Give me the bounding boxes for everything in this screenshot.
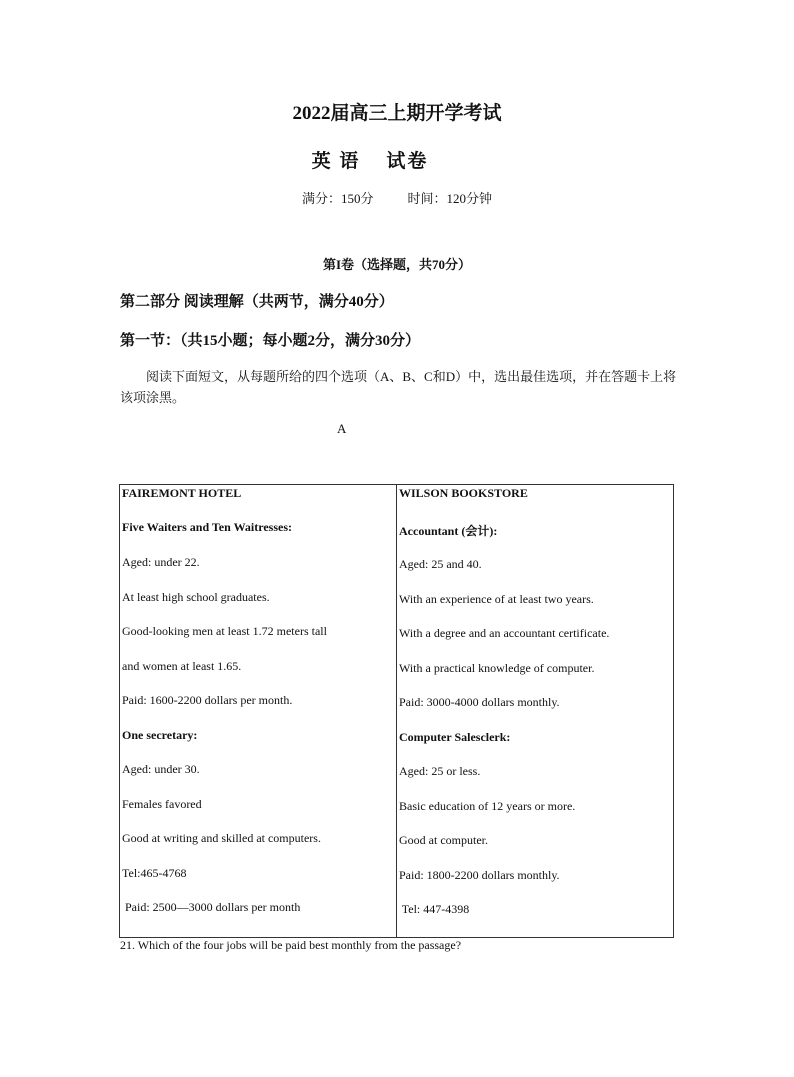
exam-meta [0, 188, 794, 207]
job-detail: Aged: 25 or less. [399, 764, 481, 778]
ad-fairemont-hotel [120, 485, 397, 938]
job-title: Accountant (会计): [399, 524, 498, 538]
job-detail: Paid: 2500—3000 dollars per month [122, 900, 301, 914]
job-detail: Good-looking men at least 1.72 meters tall [122, 624, 327, 638]
job-detail: Females favored [122, 797, 202, 811]
job-detail: Paid: 3000-4000 dollars monthly. [399, 695, 560, 709]
volume-heading: 第I卷（选择题，共70分） [322, 257, 472, 272]
ad-wilson-bookstore [397, 485, 674, 938]
job-detail: Paid: 1800-2200 dollars monthly. [399, 868, 560, 882]
job-detail: and women at least 1.65. [122, 659, 242, 673]
job-detail: With a degree and an accountant certificate. [399, 626, 610, 640]
subject-paper: 试卷 [386, 151, 429, 172]
ad-heading: WILSON BOOKSTORE [399, 486, 528, 500]
job-title: Computer Salesclerk: [399, 730, 511, 744]
job-detail: Basic education of 12 years or more. [399, 799, 576, 813]
job-ads-table [119, 484, 674, 938]
exam-subject [0, 146, 740, 173]
job-detail: Aged: 25 and 40. [399, 557, 482, 571]
job-detail: Paid: 1600-2200 dollars per month. [122, 693, 293, 707]
part-heading: 第二部分 阅读理解（共两节，满分40分） [120, 294, 394, 310]
section-heading: 第一节：（共15小题；每小题2分，满分30分） [120, 333, 421, 349]
job-detail: Aged: under 30. [122, 762, 200, 776]
instruction-text: 阅读下面短文，从每题所给的四个选项（A、B、C和D）中，选出最佳选项，并在答题卡上将该项涂黑。 [120, 369, 677, 405]
exam-title: 2022届高三上期开学考试 [292, 103, 502, 124]
job-title: One secretary: [122, 728, 198, 742]
job-detail: With an experience of at least two years. [399, 592, 594, 606]
exam-time: 时间：120分钟 [407, 191, 493, 206]
ad-heading: FAIREMONT HOTEL [122, 486, 242, 500]
job-detail: With a practical knowledge of computer. [399, 661, 595, 675]
subject-name: 英 语 [311, 151, 361, 172]
job-detail: Tel:465-4768 [122, 866, 187, 880]
job-title: Five Waiters and Ten Waitresses: [122, 520, 293, 534]
job-detail: Tel: 447-4398 [399, 902, 470, 916]
full-score: 满分：150分 [301, 191, 374, 206]
job-detail: Aged: under 22. [122, 555, 200, 569]
passage-label: A [337, 421, 347, 436]
job-detail: Good at writing and skilled at computers. [122, 831, 321, 845]
job-detail: Good at computer. [399, 833, 488, 847]
question-21: 21. Which of the four jobs will be paid best monthly from the passage? [120, 938, 462, 952]
job-detail: At least high school graduates. [122, 590, 270, 604]
